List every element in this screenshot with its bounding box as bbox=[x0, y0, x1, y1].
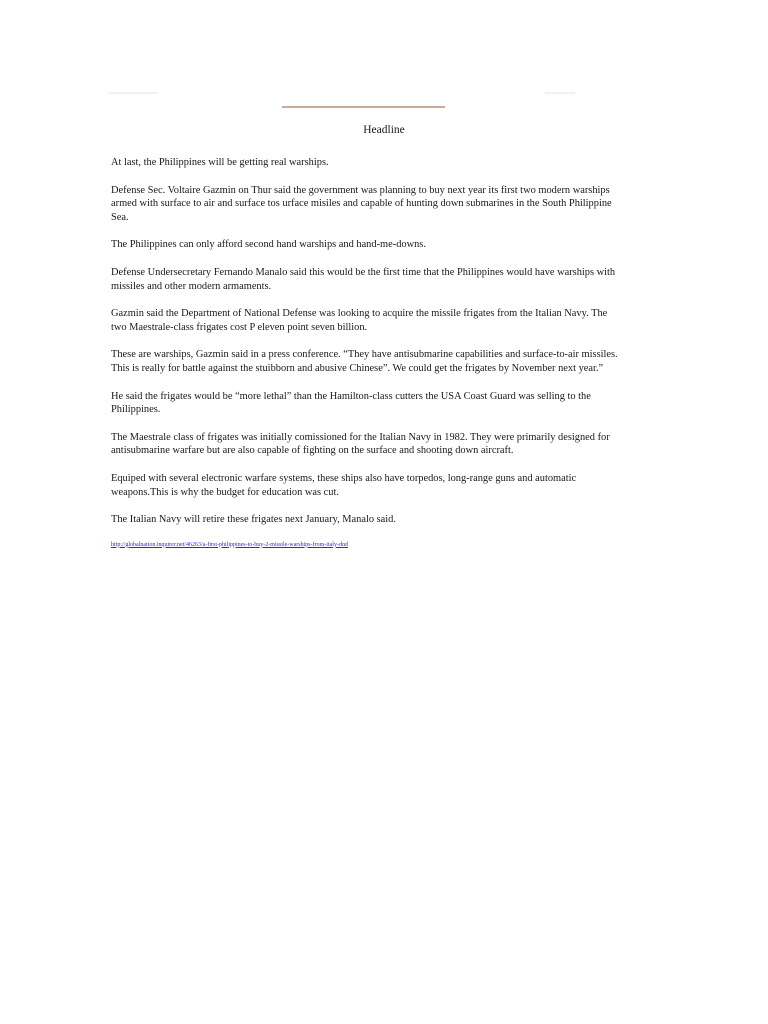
paragraph-3: The Philippines can only afford second hand warships and hand-me-downs. bbox=[111, 239, 426, 251]
paragraph-4: Defense Undersecretary Fernando Manalo said this would be the first time that the Philippines would have warships with missiles and other modern armaments. bbox=[111, 266, 616, 292]
paragraph-1: At last, the Philippines will be getting real warships. bbox=[111, 157, 329, 168]
paragraph-8: The Maestrale class of frigates was initially comissioned for the Italian Navy in 1982. They were primarily designed for antisubmarine warfare but are also capable of fighting on the surface and shooting down aircraft. bbox=[111, 431, 610, 457]
paragraph-10: The Italian Navy will retire these frigates next January, Manalo said. bbox=[111, 514, 396, 526]
scan-artifact-left bbox=[108, 92, 158, 94]
top-rule bbox=[282, 106, 445, 108]
source-link[interactable]: http://globalnation.inquirer.net/46263/a-first-philippines-to-buy-2-missile-warships-from-italy-dnd bbox=[111, 541, 348, 548]
headline: Headline bbox=[363, 124, 405, 136]
paragraph-7: He said the frigates would be “more lethal” than the Hamilton-class cutters the USA Coast Guard was selling to the Philippines. bbox=[111, 390, 591, 416]
article-body bbox=[111, 156, 621, 549]
paragraph-9: Equiped with several electronic warfare systems, these ships also have torpedos, long-range guns and automatic weapons.This is why the budget for education was cut. bbox=[111, 472, 577, 498]
paragraph-6: These are warships, Gazmin said in a press conference. “They have antisubmarine capabilities and surface-to-air missiles. This is really for battle against the stuibborn and abusive Chinese”. We could get the frigates by November next year.” bbox=[111, 349, 618, 374]
scan-artifact-right bbox=[545, 92, 575, 94]
paragraph-5: Gazmin said the Department of National Defense was looking to acquire the missile frigates from the Italian Navy. The two Maestrale-class frigates cost P eleven point seven billion. bbox=[111, 308, 608, 333]
paragraph-2: Defense Sec. Voltaire Gazmin on Thur said the government was planning to buy next year its first two modern warships armed with surface to air and surface tos urface misiles and capable of hunting down submarines in the South Philippine Sea. bbox=[111, 184, 612, 223]
